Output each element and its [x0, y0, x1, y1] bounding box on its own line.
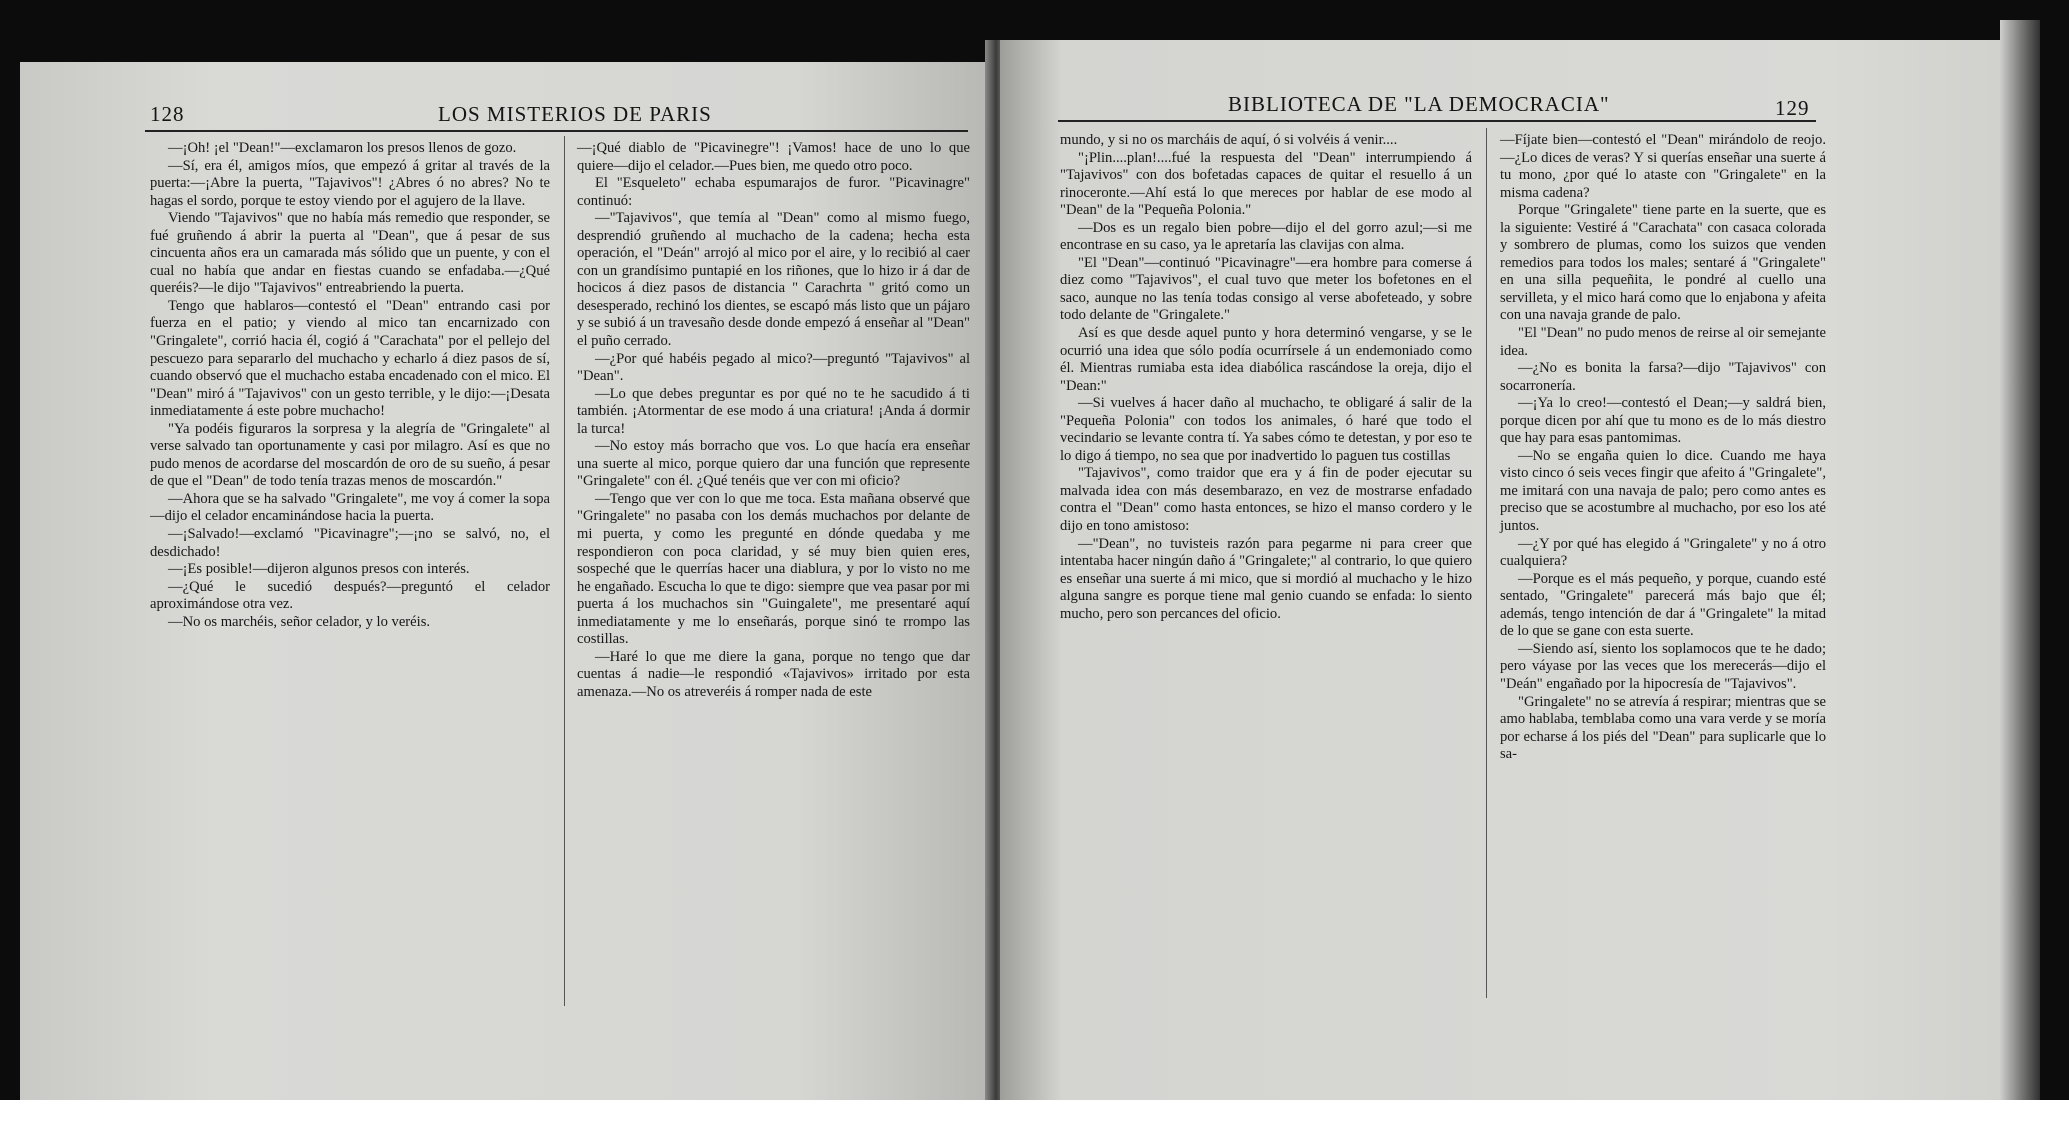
text-column-right-1 — [1060, 132, 1472, 623]
paragraph: "El "Dean"—continuó "Picavinagre"—era hombre para comerse á diez como "Tajavivos", el cual tuvo que meter los bofetones en el saco, aunque no las tenía todas consigo al verse abofeteado, y sobre todo delante de "Gringalete." — [1060, 254, 1472, 324]
paragraph: —Siendo así, siento los soplamocos que te he dado; pero váyase por las veces que los merecerás—dijo el "Deán" engañado por la hipocresía de "Tajavivos". — [1500, 640, 1826, 692]
paragraph: —¡Ya lo creo!—contestó el Dean;—y saldrá bien, porque dicen por ahí que tu mono es de lo más diestro que hay para esas pantomimas. — [1500, 395, 1826, 447]
paragraph: —Si vuelves á hacer daño al muchacho, te obligaré á salir de la "Pequeña Polonia" con todos los animales, ó haré que todo el vecindario se levante contra tí. Ya sabes cómo te detestan, y por eso te lo digo á tiempo, no sea que por inadvertido lo paguen tus costillas — [1060, 395, 1472, 464]
paragraph: —¡Oh! ¡el "Dean!"—exclamaron los presos llenos de gozo. — [168, 140, 517, 156]
paragraph: —Lo que debes preguntar es por qué no te he sacudido á ti también. ¡Atormentar de ese modo á una criatura! ¡Anda á dormir la turca! — [577, 385, 970, 437]
column-divider-left — [564, 136, 565, 1006]
paragraph: —Haré lo que me diere la gana, porque no tengo que dar cuentas á nadie—le respondió «Tajavivos» irritado por esta amenaza.—No os atreveréis á romper nada de este — [577, 648, 970, 700]
text-column-right-2 — [1500, 132, 1826, 764]
page-number-left: 128 — [150, 102, 185, 126]
text-column-left-2 — [577, 140, 970, 702]
paragraph: —¡Salvado!—exclamó "Picavinagre";—¡no se salvó, no, el desdichado! — [150, 526, 550, 560]
paragraph: Viendo "Tajavivos" que no había más remedio que responder, se fué gruñendo á abrir la puerta al "Dean", que á pesar de sus cincuenta años era un camarada más sólido que un puente, y con el cual no había que andar en fiestas cuando se enfadaba.—¿Qué queréis?—le dijo "Tajavivos" entreabriendo la puerta. — [150, 210, 550, 297]
paragraph: —Sí, era él, amigos míos, que empezó á gritar al través de la puerta:—¡Abre la puerta, "Tajavivos"! ¿Abres ó no abres? No te hagas el sordo, porque te estoy viendo por el agujero de la llave. — [150, 157, 550, 209]
paragraph: "Tajavivos", como traidor que era y á fin de poder ejecutar su malvada idea con más desembarazo, en vez de mostrarse enfadado contra el "Dean" como hasta entonces, se hizo el manso cordero y le dijo en tono amistoso: — [1060, 465, 1472, 535]
paragraph: —Tengo que ver con lo que me toca. Esta mañana observé que "Gringalete" no pasaba con los demás muchachos por delante de mi puerta, y como les pregunté en dónde quedaba y me respondieron con poca claridad, y sé muy bien quien eres, sospeché que le querrías hacer una diablura, y por lo visto no me he engañado. Escucha lo que te digo: siempre que vea pasar por mi puerta á los muchachos sin "Guingalete", me presentaré aquí inmediatamente y me lo enseñarás, porque sinó te rrompo las costillas. — [577, 490, 970, 648]
paragraph: —"Tajavivos", que temía al "Dean" como al mismo fuego, desprendió gruñendo al muchacho de la cadena; hecha esta operación, el "Deán" arrojó al mico por el aire, y lo recibió al caer con un grandísimo puntapié en los riñones, que lo hizo ir á dar de hocicos á diez pasos de distancia " Carachrta " gritó como un desesperado, rechinó los dientes, se escapó más listo que un pájaro y se subió á un travesaño desde donde empezó á enseñar al "Dean" el puño cerrado. — [577, 210, 970, 350]
paragraph: "El "Dean" no pudo menos de reirse al oir semejante idea. — [1500, 325, 1826, 359]
paragraph: "Gringalete" no se atrevía á respirar; mientras que se amo hablaba, temblaba como una vara verde y se moría por echarse á los piés del "Dean" para suplicarle que lo sa- — [1500, 693, 1826, 763]
paragraph: Así es que desde aquel punto y hora determinó vengarse, y se le ocurrió una idea que sólo podía ocurrírsele á un endemoniado como él. Mientras rumiaba esta idea diabólica rascándose la oreja, dijo el "Dean:" — [1060, 325, 1472, 394]
header-rule-right — [1058, 120, 1816, 122]
paragraph: —¡Es posible!—dijeron algunos presos con interés. — [168, 561, 470, 578]
paragraph: —"Dean", no tuvisteis razón para pegarme ni para creer que intentaba hacer ningún daño á "Gringalete;" al contrario, lo que quiero es enseñar una suerte á mi mico, que si mordió al muchacho y le hizo alguna sangre es porque tiene mal genio cuando se enfada: lo siento mucho, pero son percances del oficio. — [1060, 535, 1472, 622]
paragraph: Porque "Gringalete" tiene parte en la suerte, que es la siguiente: Vestiré á "Carachata" con casaca colorada y sombrero de plumas, como los suizos que venden remedios para todos los males; sentaré á "Gringalete" en una silla pequeñita, le pondré al cuello una servilleta, y el mico hará como que lo enjabona y afeita con una navaja grande de palo. — [1500, 202, 1826, 324]
paragraph: —Dos es un regalo bien pobre—dijo el del gorro azul;—si me encontrase en su caso, ya le apretaría las clavijas con alma. — [1060, 219, 1472, 254]
paragraph: —No estoy más borracho que vos. Lo que hacía era enseñar una suerte al mico, porque quiero dar una función que represente "Gringalete" con él. ¿Qué tenéis que ver con mi oficio? — [577, 438, 970, 490]
text-column-left-1 — [150, 140, 550, 631]
page-number-right: 129 — [1775, 96, 1810, 120]
scan-bottom-margin — [0, 1100, 2069, 1124]
header-rule-left — [145, 130, 968, 132]
paragraph: Tengo que hablaros—contestó el "Dean" entrando casi por fuerza en el patio; y viendo al mico tan encarnizado con "Gringalete", corrió hacia él, cogió á "Carachata" por el pellejo del pescuezo para separarlo del muchacho y echarlo á diez pasos de sí, cuando observó que el muchacho estaba encadenado con el mico. El "Dean" miró á "Tajavivos" con un gesto terrible, y le dijo:—¡Desata inmediatamente á este pobre muchacho! — [150, 297, 550, 420]
paragraph: —¡Qué diablo de "Picavinegre"! ¡Vamos! hace de uno lo que quiere—dijo el celador.—Pues bien, me quedo otro poco. — [577, 140, 970, 174]
right-page — [1000, 40, 2036, 1100]
paragraph: —No os marchéis, señor celador, y lo veréis. — [168, 613, 431, 630]
paragraph: —¿Qué le sucedió después?—preguntó el celador aproximándose otra vez. — [150, 578, 550, 613]
paragraph: "¡Plin....plan!....fué la respuesta del "Dean" interrumpiendo á "Tajavivos" con dos bofetadas capaces de quitar el resuello á un rinoceronte.—Ahí está lo que mereces por hablar de ese modo al "Dean" de la "Pequeña Polonia." — [1060, 149, 1472, 219]
paragraph: —Ahora que se ha salvado "Gringalete", me voy á comer la sopa—dijo el celador encaminándose hacia la puerta. — [150, 490, 550, 525]
paragraph: —Fíjate bien—contestó el "Dean" mirándolo de reojo.—¿Lo dices de veras? Y si querías enseñar una suerte á tu mono, ¿por qué lo ataste con "Gringalete" en la misma cadena? — [1500, 132, 1826, 201]
paragraph: mundo, y si no os marcháis de aquí, ó si volvéis á venir.... — [1060, 132, 1398, 148]
running-head-left: LOS MISTERIOS DE PARIS — [438, 102, 712, 126]
left-page — [20, 62, 990, 1114]
paragraph: El "Esqueleto" echaba espumarajos de furor. "Picavinagre" continuó: — [577, 175, 970, 209]
column-divider-right — [1486, 128, 1487, 998]
page-edge-shadow — [2000, 20, 2040, 1124]
paragraph: —Porque es el más pequeño, y porque, cuando esté sentado, "Gringalete" parecerá más bajo que él; además, tengo intención de dar á "Gringalete" la mitad de lo que se gane con esta suerte. — [1500, 570, 1826, 640]
paragraph: —¿Por qué habéis pegado al mico?—preguntó "Tajavivos" al "Dean". — [577, 350, 970, 385]
paragraph: "Ya podéis figuraros la sorpresa y la alegría de "Gringalete" al verse salvado tan oportunamente y casi por milagro. Así es que no pudo menos de acordarse del moscardón de oro de su sueño, á pesar de que el "Dean" de todo tenía trazas menos de moscardón." — [150, 420, 550, 490]
running-head-right: BIBLIOTECA DE "LA DEMOCRACIA" — [1228, 92, 1610, 116]
paragraph: —¿Y por qué has elegido á "Gringalete" y no á otro cualquiera? — [1500, 535, 1826, 570]
paragraph: —¿No es bonita la farsa?—dijo "Tajavivos" con socarronería. — [1500, 360, 1826, 394]
paragraph: —No se engaña quien lo dice. Cuando me haya visto cinco ó seis veces fingir que afeito á "Gringalete", me imitará con una navaja de palo; pero como antes es preciso que se acostumbre al muchacho, por eso los até juntos. — [1500, 447, 1826, 535]
